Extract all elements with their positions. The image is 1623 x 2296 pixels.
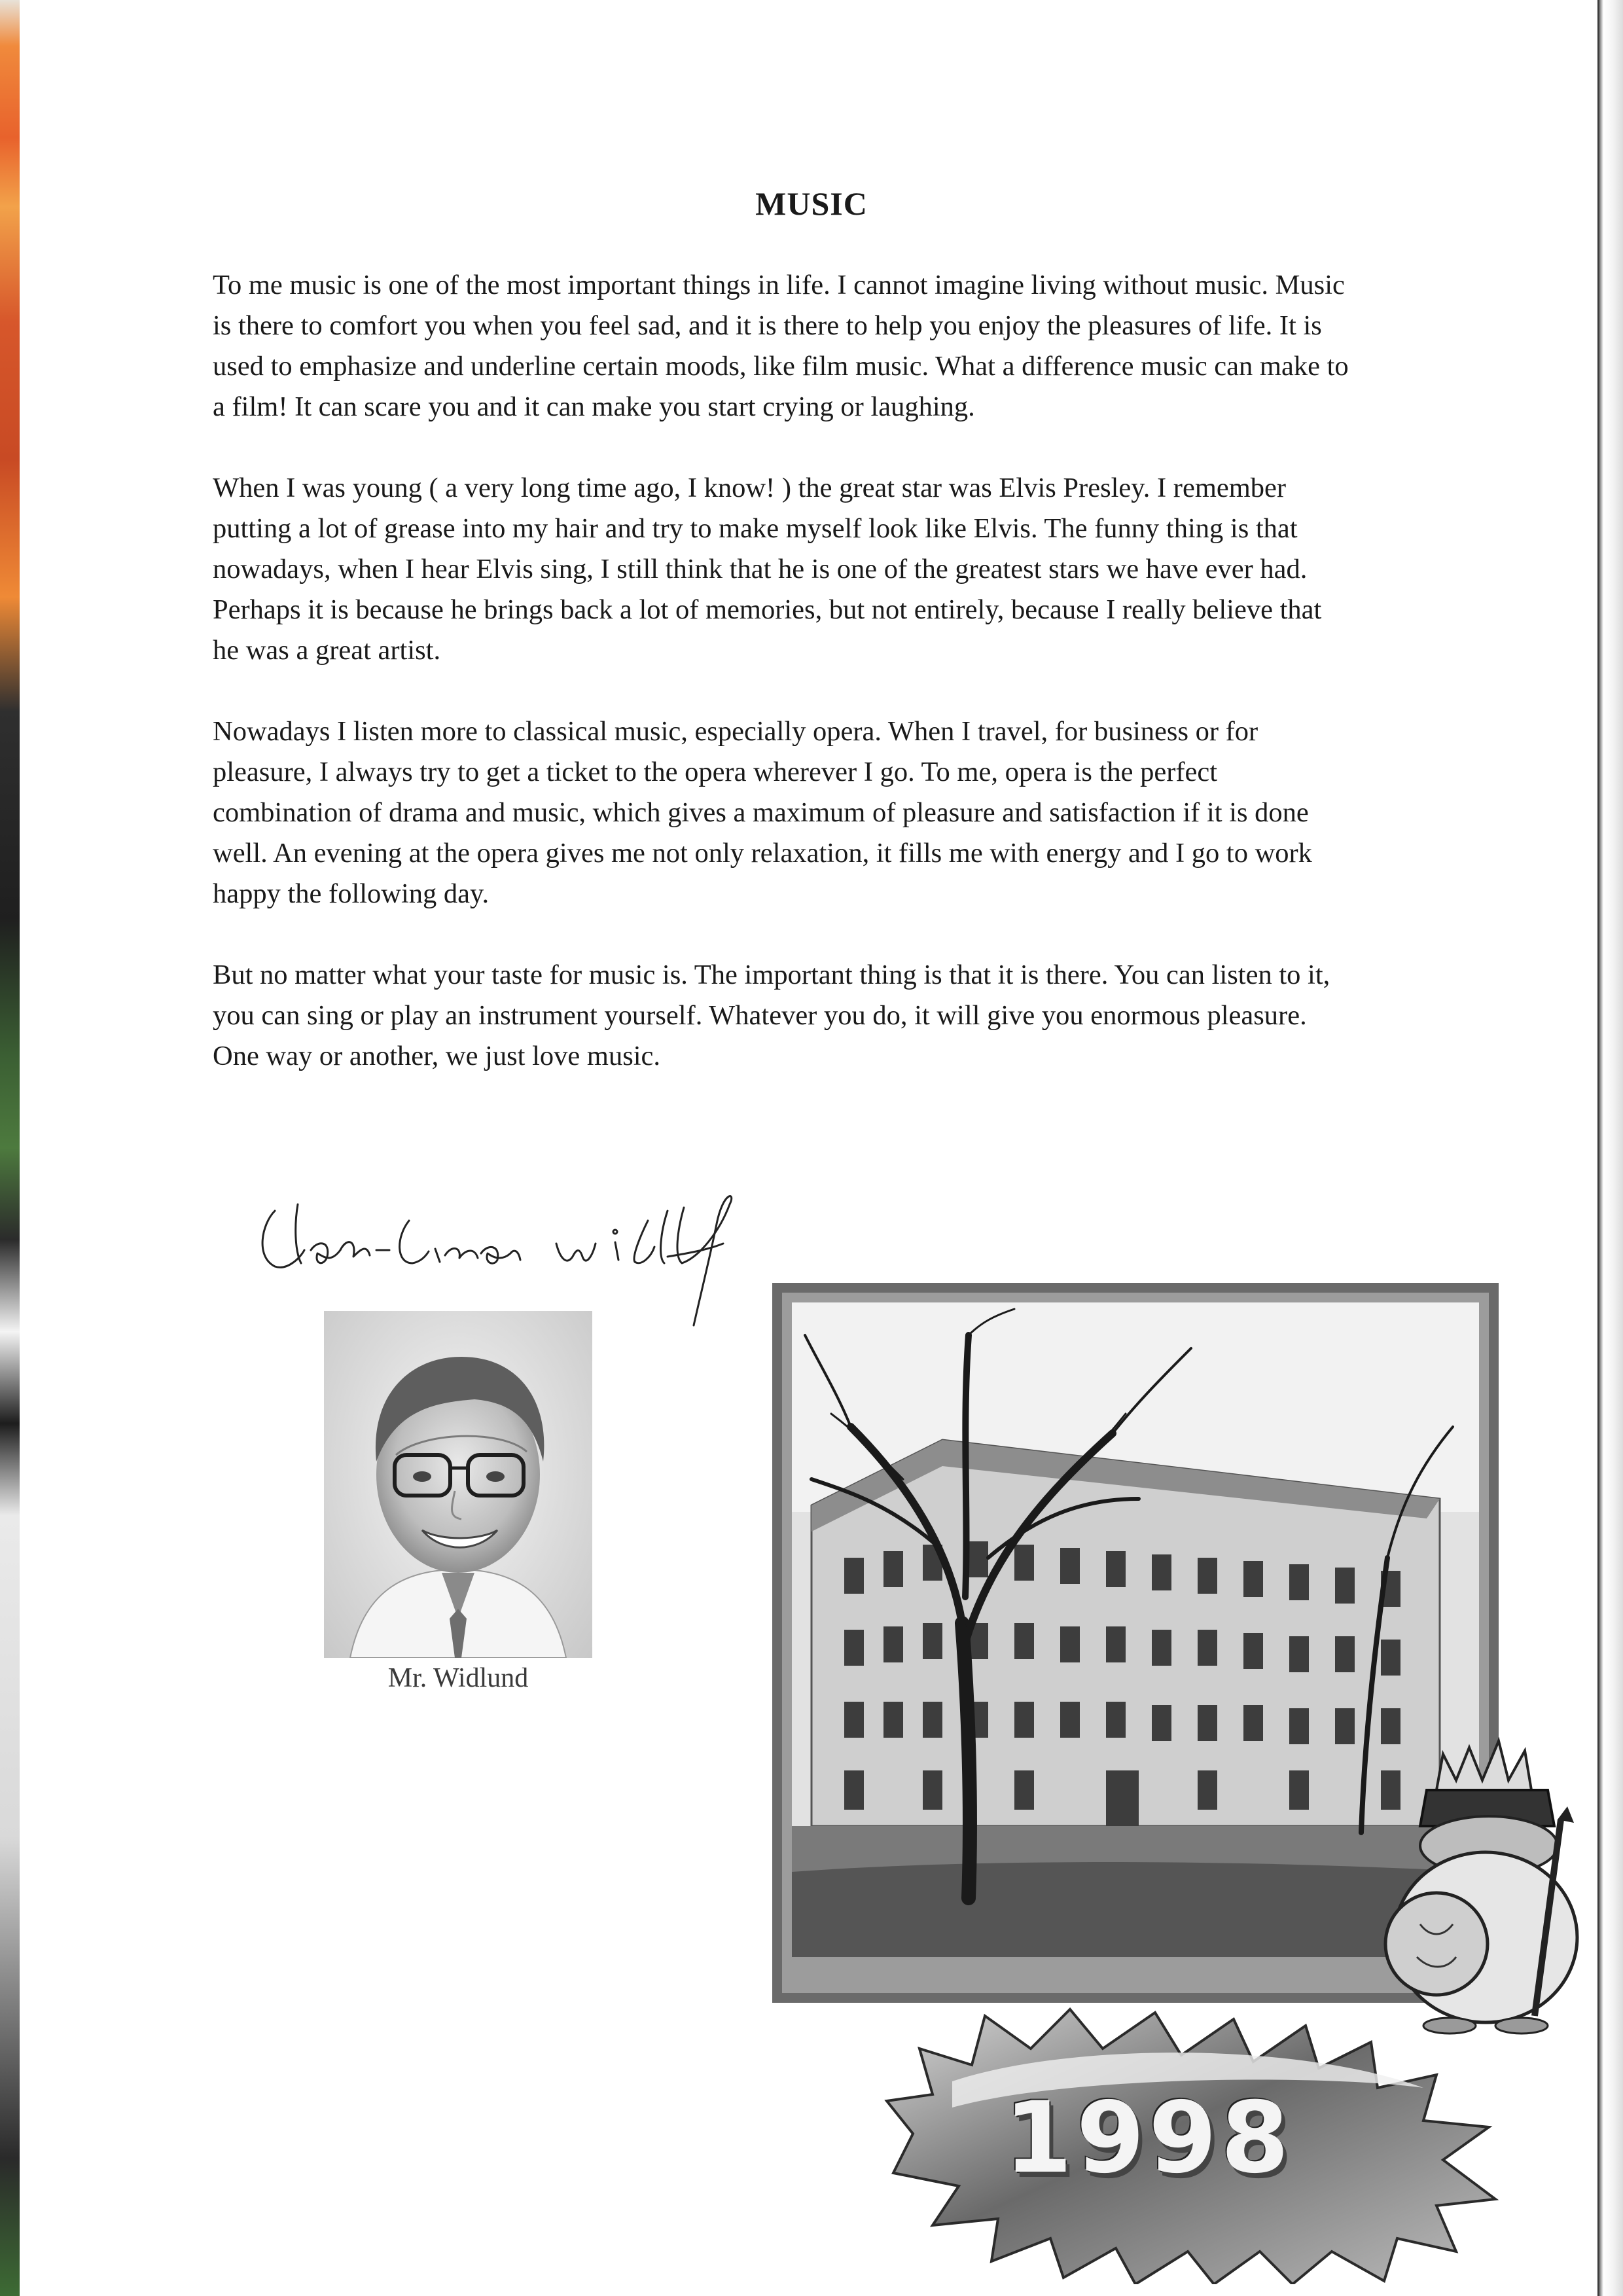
handwritten-signature (249, 1158, 746, 1329)
portrait-caption: Mr. Widlund (387, 1663, 529, 1693)
binding-edge (0, 0, 20, 2296)
paragraph: But no matter what your taste for music is. The important thing is that it is there. You can listen to it, you can sing or play an instrument yourself. Whatever you do, it will give you enormous pleasure. One way or another, we just love music. (213, 960, 1330, 1071)
paragraph: Nowadays I listen more to classical music, especially opera. When I travel, for business or for pleasure, I always try to get a ticket to the opera wherever I go. To me, opera is the perfect combination of drama and music, which gives a maximum of pleasure and satisfaction if it is done well. An evening at the opera gives me not only relaxation, it fills me with energy and I go to work happy the following day. (213, 716, 1312, 909)
year-label: 1998 (1004, 2081, 1293, 2195)
portrait-photo (324, 1311, 592, 1658)
paragraph: To me music is one of the most important things in life. I cannot imagine living without music. Music is there to comfort you when you feel sad, and it is there to help you enjoy the pleasures of life. It is used to emphasize and underline certain moods, like film music. What a difference music can make to a film! It can scare you and it can make you start crying or laughing. (213, 270, 1349, 422)
mascot-illustration (1371, 1728, 1607, 2036)
paragraph: When I was young ( a very long time ago, I know! ) the great star was Elvis Presley. I remember putting a lot of grease into my hair and try to make myself look like Elvis. The funny thing is that nowadays, when I hear Elvis sing, I still think that he is one of the greatest stars we have ever had. Perhaps it is because he brings back a lot of memories, but not entirely, because I really believe that he was a great artist. (213, 473, 1322, 666)
article-body (213, 265, 1351, 1117)
page-title: MUSIC (755, 185, 868, 222)
